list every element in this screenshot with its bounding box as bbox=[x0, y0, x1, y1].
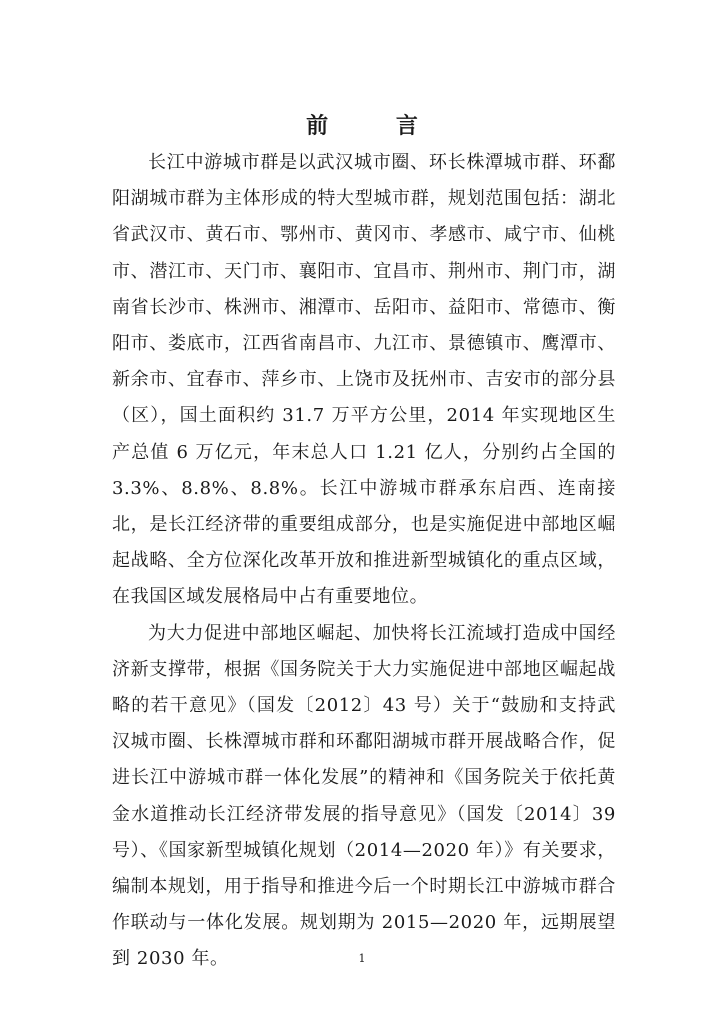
paragraph-1: 长江中游城市群是以武汉城市圈、环长株潭城市群、环鄱阳湖城市群为主体形成的特大型城市群，规划范围包括：湖北省武汉市、黄石市、鄂州市、黄冈市、孝感市、咸宁市、仙桃市、潜江市、天门市、襄阳市、宜昌市、荆州市、荆门市，湖南省长沙市、株洲市、湘潭市、岳阳市、益阳市、常德市、衡阳市、娄底市，江西省南昌市、九江市、景德镇市、鹰潭市、新余市、宜春市、萍乡市、上饶市及抚州市、吉安市的部分县（区），国土面积约 31.7 万平方公里，2014 年实现地区生产总值 6 万亿元，年末总人口 1.21 亿人，分别约占全国的 3.3%、8.8%、8.8%。长江中游城市群承东启西、连南接北，是长江经济带的重要组成部分，也是实施促进中部地区崛起战略、全方位深化改革开放和推进新型城镇化的重点区域，在我国区域发展格局中占有重要地位。 bbox=[112, 152, 616, 608]
paragraph-2: 为大力促进中部地区崛起、加快将长江流域打造成中国经济新支撑带，根据《国务院关于大力实施促进中部地区崛起战略的若干意见》（国发〔2012〕43 号）关于“鼓励和支持武汉城市圈、长株潭城市群和环鄱阳湖城市群开展战略合作，促进长江中游城市群一体化发展”的精神和《国务院关于依托黄金水道推动长江经济带发展的指导意见》（国发〔2014〕39 号）、《国家新型城镇化规划（2014—2020 年）》有关要求，编制本规划，用于指导和推进今后一个时期长江中游城市群合作联动与一体化发展。规划期为 2015—2020 年，远期展望到 2030 年。 bbox=[112, 622, 616, 970]
body-text bbox=[112, 145, 616, 978]
page-title: 前 言 bbox=[306, 112, 448, 139]
page-number: 1 bbox=[358, 952, 366, 965]
